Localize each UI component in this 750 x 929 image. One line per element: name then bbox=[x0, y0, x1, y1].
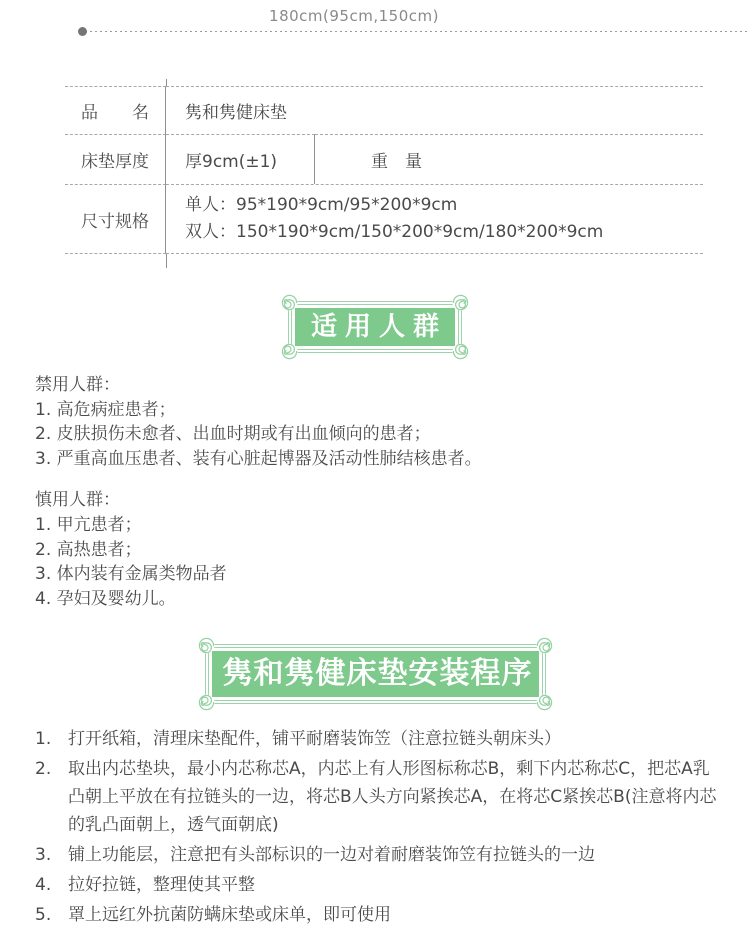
dimension-label: 180cm(95cm,150cm) bbox=[269, 7, 439, 25]
spec-weight-label: 重 量 bbox=[315, 134, 703, 184]
installation-banner-title: 隽和隽健床垫安装程序 bbox=[212, 651, 539, 697]
ornate-frame bbox=[288, 301, 462, 353]
spec-size-single: 单人：95*190*9cm/95*200*9cm bbox=[185, 195, 458, 215]
corner-spiral-icon bbox=[281, 294, 298, 311]
spec-name-label: 品 名 bbox=[65, 86, 166, 134]
step-text: 拉好拉链，整理使其平整 bbox=[68, 875, 255, 896]
corner-spiral-icon bbox=[452, 294, 469, 311]
step-item bbox=[35, 841, 726, 869]
list-item: 3. 严重高血压患者、装有心脏起博器及活动性肺结核患者。 bbox=[35, 448, 482, 469]
list-item: 3. 体内装有金属类物品者 bbox=[35, 564, 227, 585]
step-text: 取出内芯垫块，最小内芯称芯A，内芯上有人形图标称芯B，剩下内芯称芯C，把芯A乳凸朝上平放在有拉链头的一边，将芯B人头方向紧挨芯A，在将芯C紧挨芯B(注意将内芯的乳凸面朝上，透气面朝底) bbox=[68, 759, 717, 836]
step-number: 2. bbox=[35, 759, 52, 780]
caution-title: 慎用人群： bbox=[35, 490, 120, 511]
ornate-frame bbox=[205, 644, 546, 704]
spec-thickness-value: 厚9cm(±1) bbox=[166, 134, 315, 184]
list-item: 1. 甲亢患者； bbox=[35, 514, 142, 535]
corner-spiral-icon bbox=[452, 343, 469, 360]
step-item bbox=[35, 871, 726, 899]
corner-spiral-icon bbox=[198, 694, 215, 711]
step-item bbox=[35, 725, 726, 753]
measure-dot-icon bbox=[78, 27, 87, 36]
size-ruler bbox=[0, 0, 750, 60]
spec-size-double: 双人：150*190*9cm/150*200*9cm/180*200*9cm bbox=[185, 222, 604, 242]
list-item: 1. 高危病症患者； bbox=[35, 399, 176, 420]
corner-spiral-icon bbox=[281, 343, 298, 360]
step-number: 5. bbox=[35, 905, 52, 926]
corner-spiral-icon bbox=[198, 637, 215, 654]
step-number: 4. bbox=[35, 875, 52, 896]
step-item bbox=[35, 755, 726, 839]
list-item: 2. 高热患者； bbox=[35, 539, 142, 560]
step-item bbox=[35, 901, 726, 929]
step-number: 3. bbox=[35, 845, 52, 866]
step-text: 打开纸箱，清理床垫配件，铺平耐磨装饰笠（注意拉链头朝床头） bbox=[68, 729, 561, 750]
installation-steps bbox=[35, 725, 726, 929]
spec-table bbox=[65, 86, 703, 254]
forbidden-group bbox=[35, 373, 725, 471]
audience-banner-row bbox=[0, 301, 750, 353]
spec-size-values bbox=[166, 184, 703, 254]
forbidden-title: 禁用人群： bbox=[35, 375, 120, 395]
spec-thickness-label: 床垫厚度 bbox=[65, 134, 166, 184]
corner-spiral-icon bbox=[536, 637, 553, 654]
audience-banner-title: 适用人群 bbox=[295, 308, 455, 346]
measure-dashed-line bbox=[90, 31, 750, 32]
caution-group bbox=[35, 488, 725, 611]
step-number: 1. bbox=[35, 729, 52, 750]
frame-inner bbox=[208, 647, 543, 701]
spec-name-value: 隽和隽健床垫 bbox=[166, 86, 703, 134]
step-text: 铺上功能层，注意把有头部标识的一边对着耐磨装饰笠有拉链头的一边 bbox=[68, 845, 595, 866]
spec-size-label: 尺寸规格 bbox=[65, 184, 166, 254]
installation-banner-row bbox=[0, 644, 750, 704]
list-item: 4. 孕妇及婴幼儿。 bbox=[35, 588, 176, 609]
list-item: 2. 皮肤损伤未愈者、出血时期或有出血倾向的患者； bbox=[35, 424, 431, 445]
frame-inner bbox=[291, 304, 459, 350]
step-text: 罩上远红外抗菌防螨床垫或床单，即可使用 bbox=[68, 905, 391, 926]
corner-spiral-icon bbox=[536, 694, 553, 711]
